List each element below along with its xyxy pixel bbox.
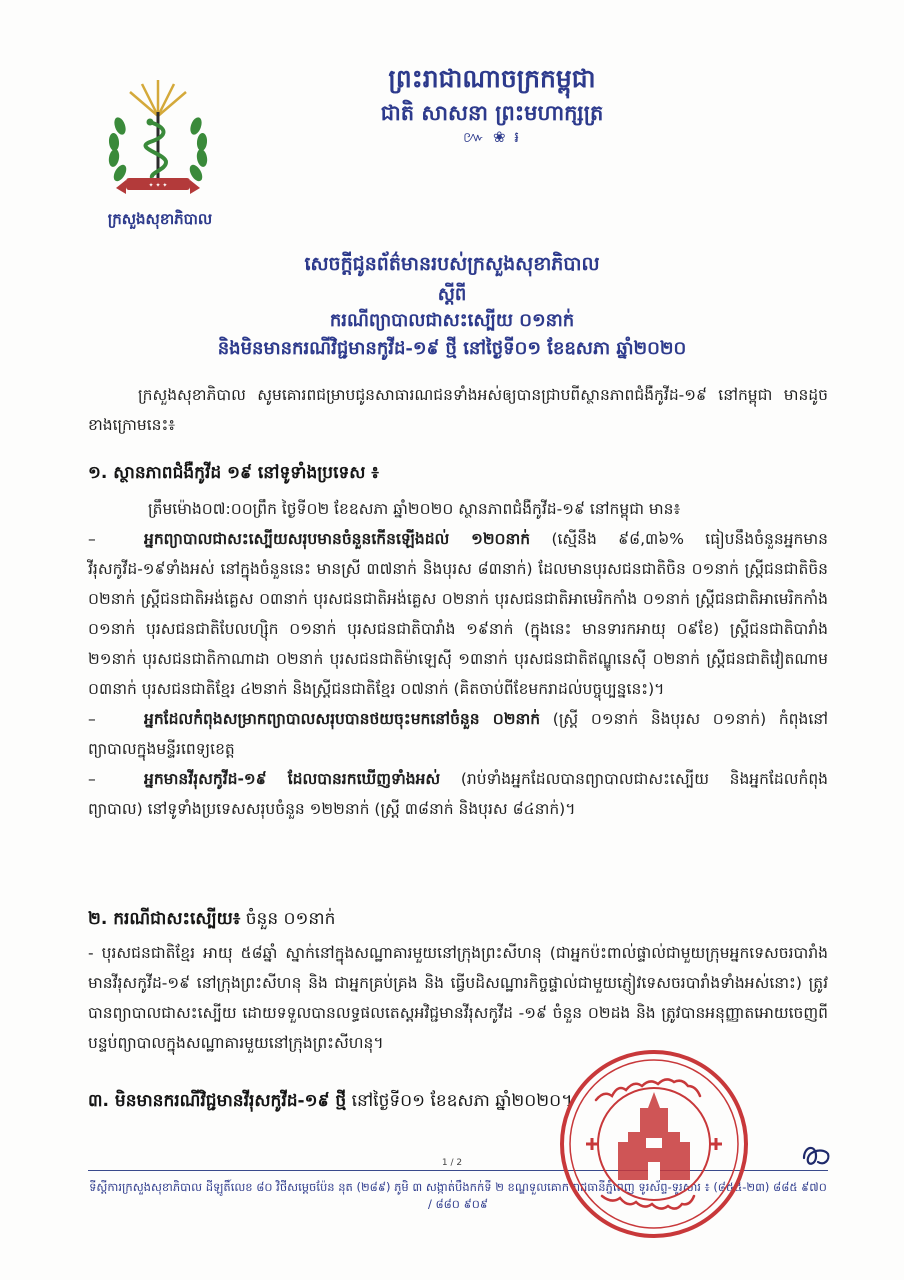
- section-2-body: - បុរសជនជាតិខ្មែរ អាយុ ៥៨ឆ្នាំ ស្នាក់នៅក្នុងសណ្ឋាគារមួយនៅក្រុងព្រះសីហនុ (ជាអ្នកប៉ះពាល់ផ្ទាល់ជាមួយក្រុមអ្នកទេសចរបារាំងមានវីរុសកូវីដ-១៩ នៅក្រុងព្រះសីហនុ និង ជាអ្នកគ្រប់គ្រង និង ធ្វើបដិសណ្ឋារកិច្ចផ្ទាល់ជាមួយភ្ញៀវទេសចរបារាំងទាំងអស់នោះ) ត្រូវបានព្យាបាលជាសះស្បើយ ដោយទទួលបានលទ្ធផលតេស្តអវិជ្ជមានវីរុសកូវីដ -១៩ ចំនួន ០២ដង និង ត្រូវបានអនុញ្ញាតអោយចេញពីបន្ទប់ព្យាបាលក្នុងសណ្ឋាគារមួយនៅក្រុងព្រះសីហនុ។: [88, 944, 828, 1052]
- bullet-recovered-text: (ស្មើនឹង ៩៨,៣៦% ធៀបនឹងចំនួនអ្នកមានវីរុសកូវីដ-១៩ទាំងអស់ នៅក្នុងចំនួននេះ មានស្រី ៣៧នាក់ និងបុរស ៨៣នាក់) ដែលមានបុរសជនជាតិចិន ០១នាក់ ស្ត្រីជនជាតិចិន ០២នាក់ ស្ត្រីជនជាតិអង់គ្លេស ០៣នាក់ បុរសជនជាតិអង់គ្លេស ០២នាក់ បុរសជនជាតិអាមេរិកកាំង ០១នាក់ ស្ត្រីជនជាតិអាមេរិកកាំង ០១នាក់ បុរសជនជាតិបែលហ្ស៊ិក ០១នាក់ បុរសជនជាតិបារាំង ១៩នាក់ (ក្នុងនេះ មានទារកអាយុ ០៩ខែ) ស្ត្រីជនជាតិបារាំង ២១នាក់ បុរសជនជាតិកាណាដា ០២នាក់ បុរសជនជាតិម៉ាឡេស៊ី ១៣នាក់ បុរសជនជាតិឥណ្ឌូនេស៊ី ០២នាក់ ស្ត្រីជនជាតិវៀតណាម ០៣នាក់ បុរសជនជាតិខ្មែរ ៤២នាក់ និងស្ត្រីជនជាតិខ្មែរ ០៧នាក់ (គិតចាប់ពីខែមករាដល់បច្ចុប្បន្ននេះ)។: [88, 530, 828, 698]
- kingdom-title: ព្រះរាជាណាចក្រកម្ពុជា: [388, 64, 596, 93]
- section-1-body: [88, 494, 828, 824]
- signature-initial: [800, 1138, 834, 1172]
- bullet-in-treatment-text: (ស្ត្រី ០១នាក់ និងបុរស ០១នាក់) កំពុងនៅព្យាបាលក្នុងមន្ទីរពេទ្យខេត្ត: [88, 710, 829, 758]
- bullet-in-treatment: [88, 704, 828, 764]
- title-subject-line-1: ករណីព្យាបាលជាសះស្បើយ ០១នាក់: [329, 310, 575, 331]
- section-1-heading: ១. ស្ថានភាពជំងឺកូវីដ ១៩ នៅទូទាំងប្រទេស ៖: [88, 463, 379, 483]
- page-number: 1 / 2: [441, 1158, 463, 1168]
- official-seal-stamp: [556, 1046, 752, 1242]
- document-title: សេចក្ដីជូនព័ត៌មានរបស់ក្រសួងសុខាភិបាល: [304, 253, 600, 275]
- header-ornament: ៚ ❀ ៛: [462, 128, 522, 146]
- bullet-recovered: [88, 524, 828, 704]
- bullet-total-cases-bold: អ្នកមានវីរុសកូវីដ-១៩ ដែលបានរកឃើញទាំងអស់: [144, 770, 441, 788]
- section-2-heading: [88, 908, 828, 933]
- section-1-lead: ត្រឹមម៉ោង០៧:០០ព្រឹក ថ្ងៃទី០២ ខែឧសភា ឆ្នាំ២០២០ ស្ថានភាពជំងឺកូវីដ-១៩ នៅកម្ពុជា មាន៖: [148, 500, 681, 518]
- national-motto: ជាតិ សាសនា ព្រះមហាក្សត្រ: [380, 100, 604, 125]
- svg-text:✦ ✦ ✦: ✦ ✦ ✦: [148, 182, 168, 189]
- title-subject-label: ស្ដីពី: [437, 284, 467, 305]
- bullet-recovered-bold: អ្នកព្យាបាលជាសះស្បើយសរុបមានចំនួនកើនឡើងដល់ ១២០នាក់: [144, 530, 531, 548]
- section-3-heading-bold: ៣. មិនមានករណីវិជ្ជមានវីរុសកូវីដ-១៩ ថ្មី: [88, 1091, 347, 1111]
- title-subject-line-2: និងមិនមានករណីវិជ្ជមានកូវីដ-១៩ ថ្មី នៅថ្ងៃទី០១ ខែឧសភា ឆ្នាំ២០២០: [217, 338, 687, 359]
- bullet-in-treatment-bold: អ្នកដែលកំពុងសម្រាកព្យាបាលសរុបបានថយចុះមកនៅចំនួន ០២នាក់: [144, 710, 541, 728]
- section-2-heading-bold: ២. ករណីជាសះស្បើយ៖: [88, 909, 241, 929]
- intro-paragraph: ក្រសួងសុខាភិបាល សូមគោរពជម្រាបជូនសាធារណជនទាំងអស់ឲ្យបានជ្រាបពីស្ថានភាពជំងឺកូវីដ-១៩ នៅកម្ពុជា មានដូចខាងក្រោមនេះ៖: [88, 386, 828, 434]
- ministry-name: ក្រសួងសុខាភិបាល: [107, 210, 213, 228]
- bullet-total-cases: [88, 764, 828, 824]
- footer-address: ទីស្តីការក្រសួងសុខាភិបាល ដីឡូតិ៍លេខ ៨០ វិថីសម្ដេចប៉ែន នុត (២៨៩) ភូមិ ៣ សង្កាត់បឹងកក់ទី ២ ខណ្ឌទួលគោក រាជធានីភ្នំពេញ ទូរស័ព្ទ-ទូរសារ ៖ (៨៥៥-២៣) ៨៨៥ ៩៧០ / ៨៨០ ៩០៩: [89, 1180, 827, 1211]
- bullet-dash: –: [88, 710, 96, 728]
- bullet-dash: –: [88, 530, 96, 548]
- section-3-heading-text: នៅថ្ងៃទី០១ ខែឧសភា ឆ្នាំ២០២០។: [346, 1091, 573, 1111]
- bullet-total-cases-text: (រាប់ទាំងអ្នកដែលបានព្យាបាលជាសះស្បើយ និងអ្នកដែលកំពុងព្យាបាល) នៅទូទាំងប្រទេសសរុបចំនួន ១២២នាក់ (ស្ត្រី ៣៨នាក់ និងបុរស ៨៤នាក់)។: [88, 770, 828, 818]
- section-2-heading-text: ចំនួន ០១នាក់: [240, 909, 336, 929]
- bullet-dash: –: [88, 770, 96, 788]
